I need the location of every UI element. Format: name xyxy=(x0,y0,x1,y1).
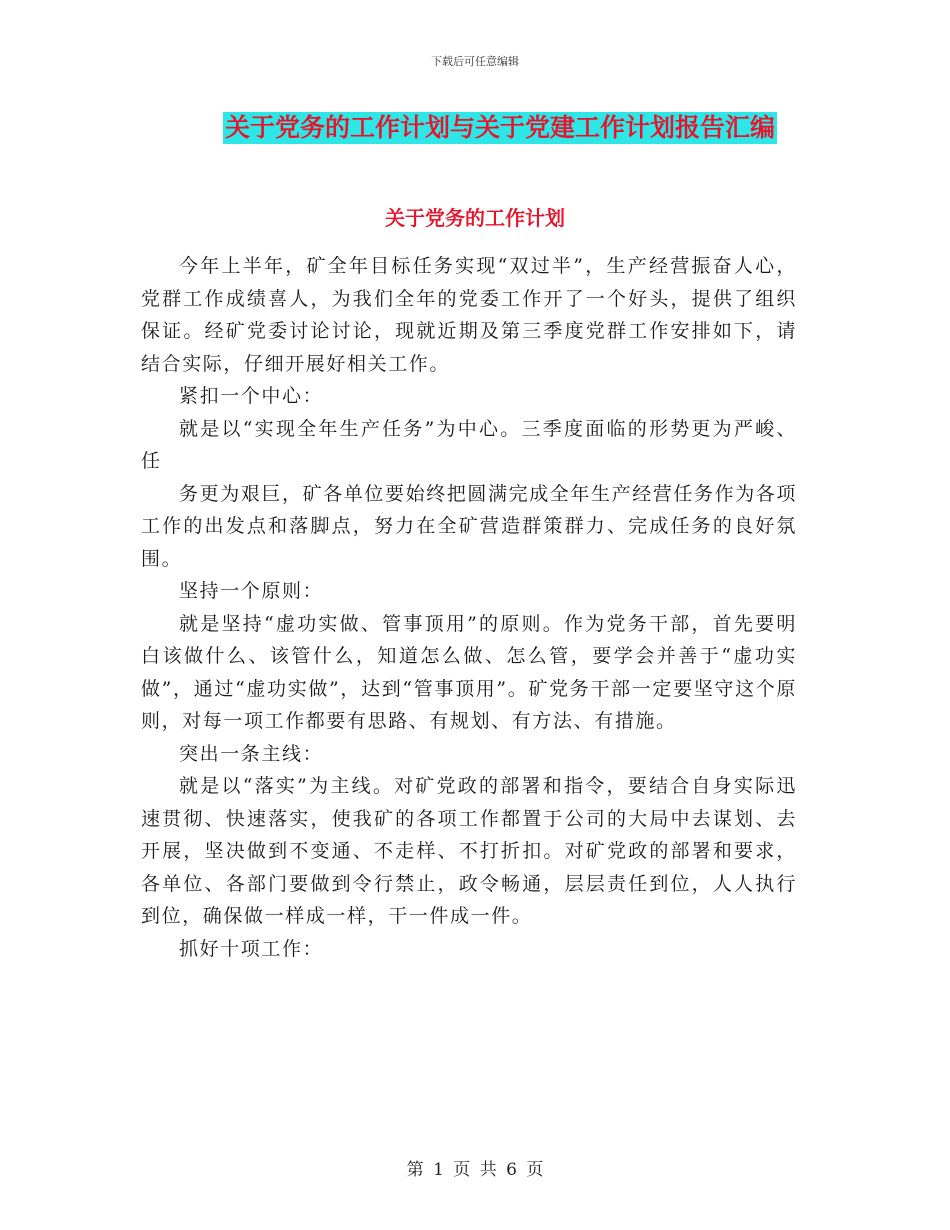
paragraph: 坚持一个原则： xyxy=(179,580,324,602)
paragraph: 抓好十项工作： xyxy=(179,937,324,960)
document-body xyxy=(141,250,797,965)
document-title-container xyxy=(0,112,950,144)
document-title: 关于党务的工作计划与关于党建工作计划报告汇编 xyxy=(224,113,775,142)
page-number-footer: 第 1 页 共 6 页 xyxy=(406,1160,544,1180)
paragraph: 就是以“实现全年生产任务”为中心。三季度面临的形势更为严峻、任 xyxy=(141,417,797,472)
header-note: 下载后可任意编辑 xyxy=(431,55,519,68)
paragraph: 今年上半年，矿全年目标任务实现“双过半”，生产经营振奋人心，党群工作成绩喜人，为我们全年的党委工作开了一个好头，提供了组织保证。经矿党委讨论讨论，现就近期及第三季度党群工作安排如下，请结合实际，仔细开展好相关工作。 xyxy=(141,255,797,375)
section-title: 关于党务的工作计划 xyxy=(385,206,565,230)
paragraph: 就是以“落实”为主线。对矿党政的部署和指令，要结合自身实际迅速贯彻、快速落实，使我矿的各项工作都置于公司的大局中去谋划、去开展，坚决做到不变通、不走样、不打折扣。对矿党政的部署和要求，各单位、各部门要做到令行禁止，政令畅通，层层责任到位，人人执行到位，确保做一样成一样，干一件成一件。 xyxy=(141,775,797,927)
paragraph: 就是坚持“虚功实做、管事顶用”的原则。作为党务干部，首先要明白该做什么、该管什么，知道怎么做、怎么管，要学会并善于“虚功实做”，通过“虚功实做”，达到“管事顶用”。矿党务干部一定要坚守这个原则，对每一项工作都要有思路、有规划、有方法、有措施。 xyxy=(141,612,797,732)
paragraph: 突出一条主线： xyxy=(179,742,324,765)
paragraph: 务更为艰巨，矿各单位要始终把圆满完成全年生产经营任务作为各项工作的出发点和落脚点，努力在全矿营造群策群力、完成任务的良好氛围。 xyxy=(141,482,798,570)
paragraph: 紧扣一个中心： xyxy=(179,385,324,407)
